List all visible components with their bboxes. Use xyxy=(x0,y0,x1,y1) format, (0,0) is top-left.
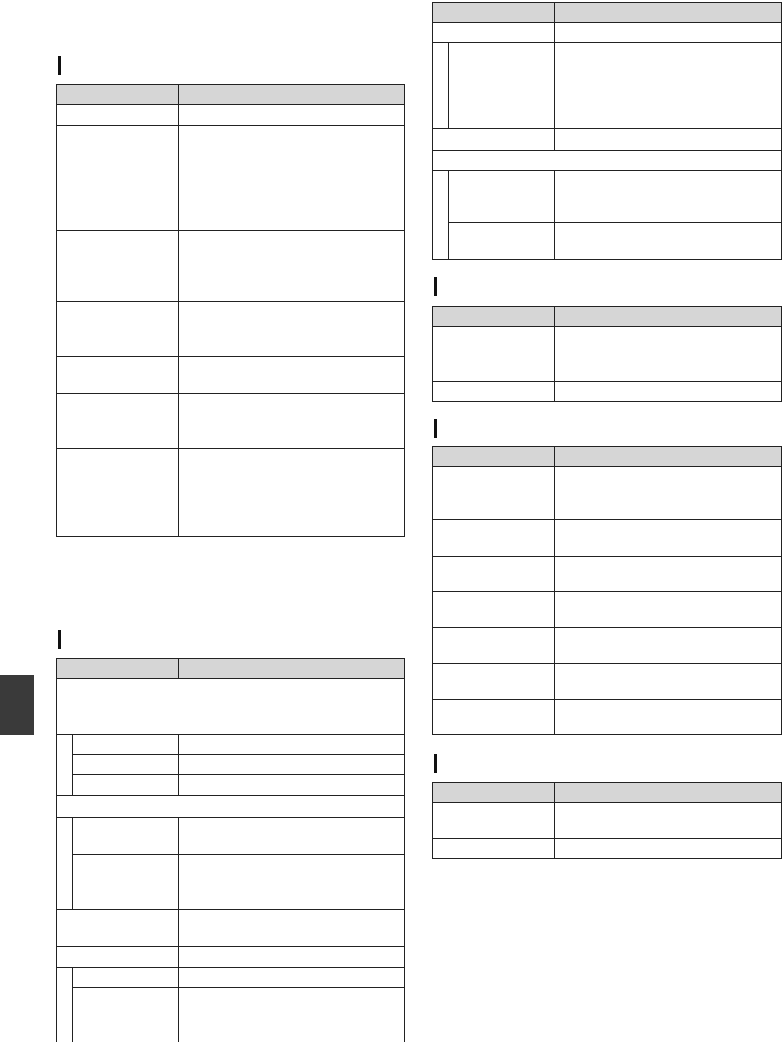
indent-cell xyxy=(57,818,73,910)
section-marker xyxy=(58,630,61,649)
table-cell xyxy=(555,803,782,839)
column-header-setting xyxy=(555,447,782,467)
table-cell xyxy=(433,700,555,735)
section-marker xyxy=(434,277,437,296)
indent-cell xyxy=(433,43,449,129)
table-cell xyxy=(449,223,555,260)
table-cell xyxy=(57,947,179,968)
table-cell xyxy=(179,910,405,947)
table-cell xyxy=(433,23,555,43)
table-cell xyxy=(73,775,179,796)
table-cell xyxy=(555,327,782,382)
table-cell xyxy=(57,449,179,537)
table-cell xyxy=(555,223,782,260)
table-cell xyxy=(73,735,179,755)
table-cell xyxy=(433,628,555,664)
table-cell xyxy=(449,43,555,129)
table-cell xyxy=(433,592,555,628)
table-cell-wide xyxy=(57,679,405,735)
table-cell xyxy=(179,394,405,449)
table-cell xyxy=(449,171,555,223)
table-cell xyxy=(57,126,179,231)
table-cell xyxy=(555,129,782,151)
column-header-setting xyxy=(555,3,782,23)
column-header-item xyxy=(433,3,555,23)
chapter-side-tab xyxy=(0,675,34,735)
table-cell xyxy=(555,171,782,223)
table-cell xyxy=(555,557,782,592)
table-cell xyxy=(179,302,405,357)
menu-table-right-middle-2 xyxy=(432,446,782,735)
table-cell xyxy=(179,755,405,775)
table-cell xyxy=(433,129,555,151)
table-cell xyxy=(179,988,405,1042)
table-cell xyxy=(57,910,179,947)
table-cell xyxy=(555,43,782,129)
table-cell xyxy=(179,775,405,796)
column-header-setting xyxy=(555,307,782,327)
table-cell xyxy=(73,755,179,775)
table-cell xyxy=(179,818,405,855)
table-cell xyxy=(555,467,782,520)
table-cell xyxy=(433,557,555,592)
indent-cell xyxy=(433,171,449,260)
menu-table-right-bottom xyxy=(432,782,782,859)
column-header-setting xyxy=(179,659,405,679)
table-cell xyxy=(179,231,405,302)
table-cell xyxy=(179,357,405,394)
table-cell xyxy=(57,394,179,449)
table-cell xyxy=(433,327,555,382)
table-cell xyxy=(179,735,405,755)
indent-cell xyxy=(57,968,73,1042)
table-cell xyxy=(73,818,179,855)
column-header-item xyxy=(57,659,179,679)
table-cell xyxy=(179,968,405,988)
menu-table-left-top xyxy=(56,84,405,537)
table-cell xyxy=(73,855,179,910)
table-cell xyxy=(555,839,782,859)
table-cell xyxy=(555,628,782,664)
column-header-item xyxy=(433,307,555,327)
column-header-setting xyxy=(179,85,405,105)
table-cell xyxy=(57,105,179,126)
table-cell xyxy=(179,947,405,968)
table-cell xyxy=(555,520,782,557)
table-cell-wide xyxy=(433,151,782,171)
table-cell xyxy=(433,382,555,402)
indent-cell xyxy=(57,735,73,796)
section-marker xyxy=(58,56,61,75)
table-cell xyxy=(433,664,555,700)
table-cell xyxy=(179,105,405,126)
menu-table-right-middle-1 xyxy=(432,306,782,402)
table-cell xyxy=(179,855,405,910)
table-cell xyxy=(555,700,782,735)
column-header-item xyxy=(433,447,555,467)
column-header-item xyxy=(433,783,555,803)
table-cell-wide xyxy=(57,796,405,818)
table-cell xyxy=(179,126,405,231)
table-cell xyxy=(73,988,179,1042)
table-cell xyxy=(433,520,555,557)
table-cell xyxy=(555,382,782,402)
menu-table-left-bottom xyxy=(56,658,405,1042)
table-cell xyxy=(555,664,782,700)
table-cell xyxy=(73,968,179,988)
table-cell xyxy=(57,231,179,302)
column-header-setting xyxy=(555,783,782,803)
table-cell xyxy=(433,839,555,859)
table-cell xyxy=(57,357,179,394)
section-marker xyxy=(434,754,437,773)
table-cell xyxy=(433,803,555,839)
table-cell xyxy=(555,23,782,43)
table-cell xyxy=(57,302,179,357)
menu-table-right-top xyxy=(432,2,782,260)
column-header-item xyxy=(57,85,179,105)
table-cell xyxy=(179,449,405,537)
section-marker xyxy=(434,419,437,438)
table-cell xyxy=(555,592,782,628)
table-cell xyxy=(433,467,555,520)
